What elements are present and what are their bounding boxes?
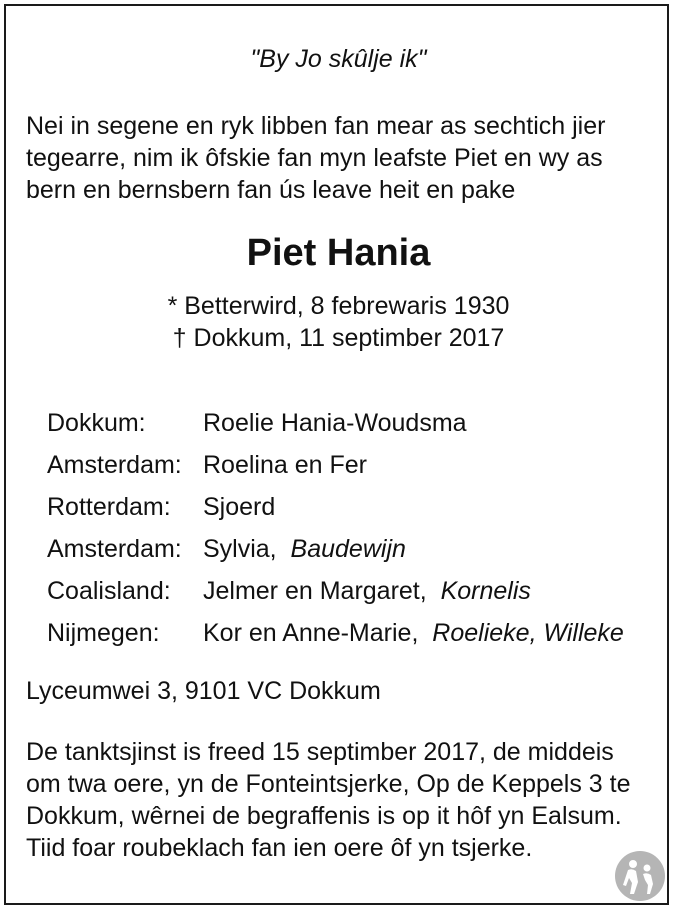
service-line: Dokkum, wêrnei de begraffenis is op it hôf yn Ealsum. [26, 802, 622, 830]
family-names [203, 493, 275, 522]
intro-text [26, 110, 646, 206]
family-place: Rotterdam: [47, 492, 171, 521]
family-place: Coalisland: [47, 576, 171, 605]
family-place: Amsterdam: [47, 534, 182, 563]
family-names-italic: Roelieke, Willeke [432, 618, 624, 647]
service-line: om twa oere, yn de Fonteintsjerke, Op de Keppels 3 te [26, 770, 631, 798]
family-names-plain: Sjoerd [203, 492, 276, 521]
family-place: Dokkum: [47, 408, 146, 437]
family-names-plain: Kor en Anne-Marie, [203, 618, 426, 647]
family-row [47, 444, 624, 486]
family-names-italic: Kornelis [440, 576, 531, 605]
family-row [47, 570, 624, 612]
family-row [47, 486, 624, 528]
deceased-name: Piet Hania [246, 232, 431, 274]
intro-line: tegearre, nim ik ôfskie fan myn leafste Piet en wy as [26, 144, 603, 172]
family-place: Nijmegen: [47, 618, 160, 647]
opening-quote: "By Jo skûlje ik" [250, 45, 427, 73]
family-row [47, 612, 624, 654]
family-names [203, 619, 624, 648]
family-row [47, 528, 624, 570]
service-line: Tiid foar roubeklach fan ien oere ôf yn tsjerke. [26, 834, 533, 862]
intro-line: Nei in segene en ryk libben fan mear as sechtich jier [26, 112, 606, 140]
family-row [47, 402, 624, 444]
birth-date: * Betterwird, 8 febrewaris 1930 [167, 292, 510, 320]
family-names [203, 577, 531, 606]
family-names [203, 409, 467, 438]
family-names-italic: Baudewijn [290, 534, 406, 563]
service-text [26, 736, 656, 864]
life-dates [0, 290, 677, 354]
watermark-logo-icon [614, 850, 666, 902]
family-names-plain: Roelina en Fer [203, 450, 367, 479]
family-names [203, 535, 406, 564]
service-line: De tanktsjinst is freed 15 septimber 2017, de middeis [26, 738, 614, 766]
family-place: Amsterdam: [47, 450, 182, 479]
death-date: † Dokkum, 11 septimber 2017 [172, 324, 505, 352]
family-names-plain: Sylvia, [203, 534, 284, 563]
family-names [203, 451, 367, 480]
family-list [47, 402, 624, 654]
family-names-plain: Jelmer en Margaret, [203, 576, 434, 605]
family-names-plain: Roelie Hania-Woudsma [203, 408, 467, 437]
address: Lyceumwei 3, 9101 VC Dokkum [26, 677, 381, 705]
intro-line: bern en bernsbern fan ús leave heit en pake [26, 176, 516, 204]
